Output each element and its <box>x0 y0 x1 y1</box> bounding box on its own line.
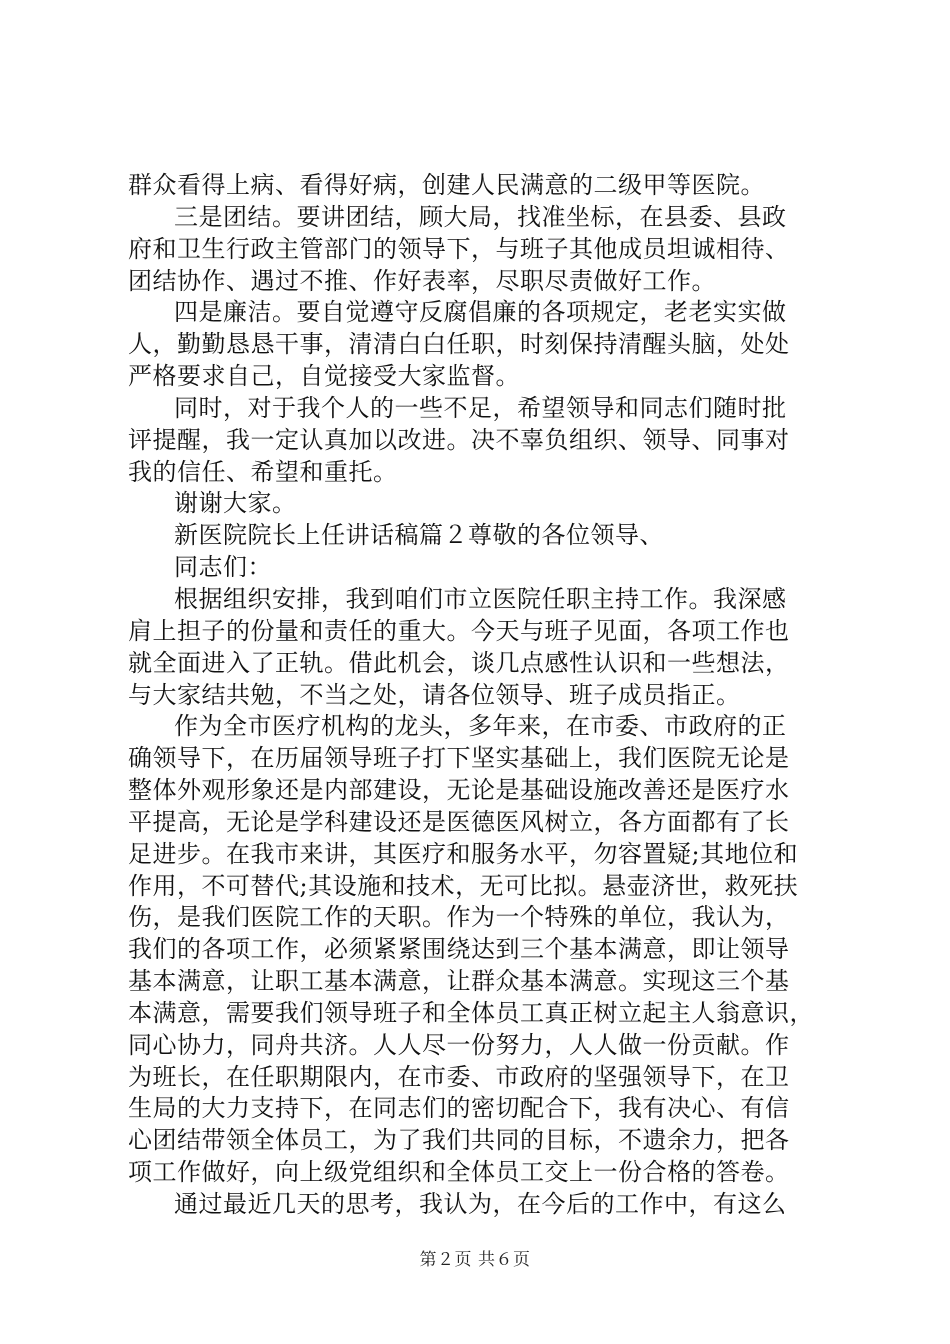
text-line: 根据组织安排，我到咱们市立医院任职主持工作。我深感 <box>174 584 787 613</box>
text-line: 严格要求自己，自觉接受大家监督。 <box>128 362 520 391</box>
text-line: 与大家结共勉，不当之处，请各位领导、班子成员指正。 <box>128 680 741 709</box>
text-line: 确领导下，在历届领导班子打下坚实基础上，我们医院无论是 <box>128 744 790 773</box>
text-line: 我的信任、希望和重托。 <box>128 457 398 486</box>
page-number-footer: 第２页 共６页 <box>419 1250 531 1270</box>
text-line: 足进步。在我市来讲，其医疗和服务水平，勿容置疑;其地位和 <box>128 839 799 868</box>
text-line: 通过最近几天的思考，我认为，在今后的工作中，有这么 <box>174 1190 787 1218</box>
text-line: 团结协作、遇过不推、作好表率，尽职尽责做好工作。 <box>128 266 716 295</box>
text-line: 心团结带领全体员工，为了我们共同的目标，不遗余力，把各 <box>128 1126 790 1155</box>
text-line: 评提醒，我一定认真加以改进。决不辜负组织、领导、同事对 <box>128 425 790 454</box>
text-line: 新医院院长上任讲话稿篇２尊敬的各位领导、 <box>174 521 664 550</box>
text-line: 群众看得上病、看得好病，创建人民满意的二级甲等医院。 <box>128 171 765 199</box>
text-line: 作用，不可替代;其设施和技术，无可比拟。悬壶济世，救死扶 <box>128 871 799 900</box>
text-line: 作为全市医疗机构的龙头，多年来，在市委、市政府的正 <box>174 712 787 741</box>
text-line: 生局的大力支持下，在同志们的密切配合下，我有决心、有信 <box>128 1094 790 1123</box>
document-body <box>128 170 838 1221</box>
text-line: 同时，对于我个人的一些不足，希望领导和同志们随时批 <box>174 393 787 422</box>
text-line: 我们的各项工作，必须紧紧围绕达到三个基本满意，即让领导 <box>128 935 790 964</box>
text-line: 府和卫生行政主管部门的领导下，与班子其他成员坦诚相待、 <box>128 234 790 263</box>
text-line: 肩上担子的份量和责任的重大。今天与班子见面，各项工作也 <box>128 616 790 645</box>
text-line: 同心协力，同舟共济。人人尽一份努力，人人做一份贡献。作 <box>128 1030 790 1059</box>
text-line: 基本满意，让职工基本满意，让群众基本满意。实现这三个基 <box>128 967 790 996</box>
text-line: 平提高，无论是学科建设还是医德医风树立，各方面都有了长 <box>128 807 790 836</box>
text-line: 同志们： <box>174 553 272 582</box>
text-line: 整体外观形象还是内部建设，无论是基础设施改善还是医疗水 <box>128 776 790 805</box>
text-line: 就全面进入了正轨。借此机会，谈几点感性认识和一些想法， <box>128 648 790 677</box>
text-line: 三是团结。要讲团结，顾大局，找准坐标，在县委、县政 <box>174 202 787 231</box>
text-line: 本满意，需要我们领导班子和全体员工真正树立起主人翁意识， <box>128 998 814 1027</box>
text-line: 为班长，在任职期限内，在市委、市政府的坚强领导下，在卫 <box>128 1062 790 1091</box>
text-line: 四是廉洁。要自觉遵守反腐倡廉的各项规定，老老实实做 <box>174 298 787 327</box>
text-line: 谢谢大家。 <box>174 489 297 518</box>
text-line: 项工作做好，向上级党组织和全体员工交上一份合格的答卷。 <box>128 1158 790 1187</box>
text-line: 人，勤勤恳恳干事，清清白白任职，时刻保持清醒头脑，处处 <box>128 330 790 359</box>
text-line: 伤，是我们医院工作的天职。作为一个特殊的单位，我认为， <box>128 903 790 932</box>
